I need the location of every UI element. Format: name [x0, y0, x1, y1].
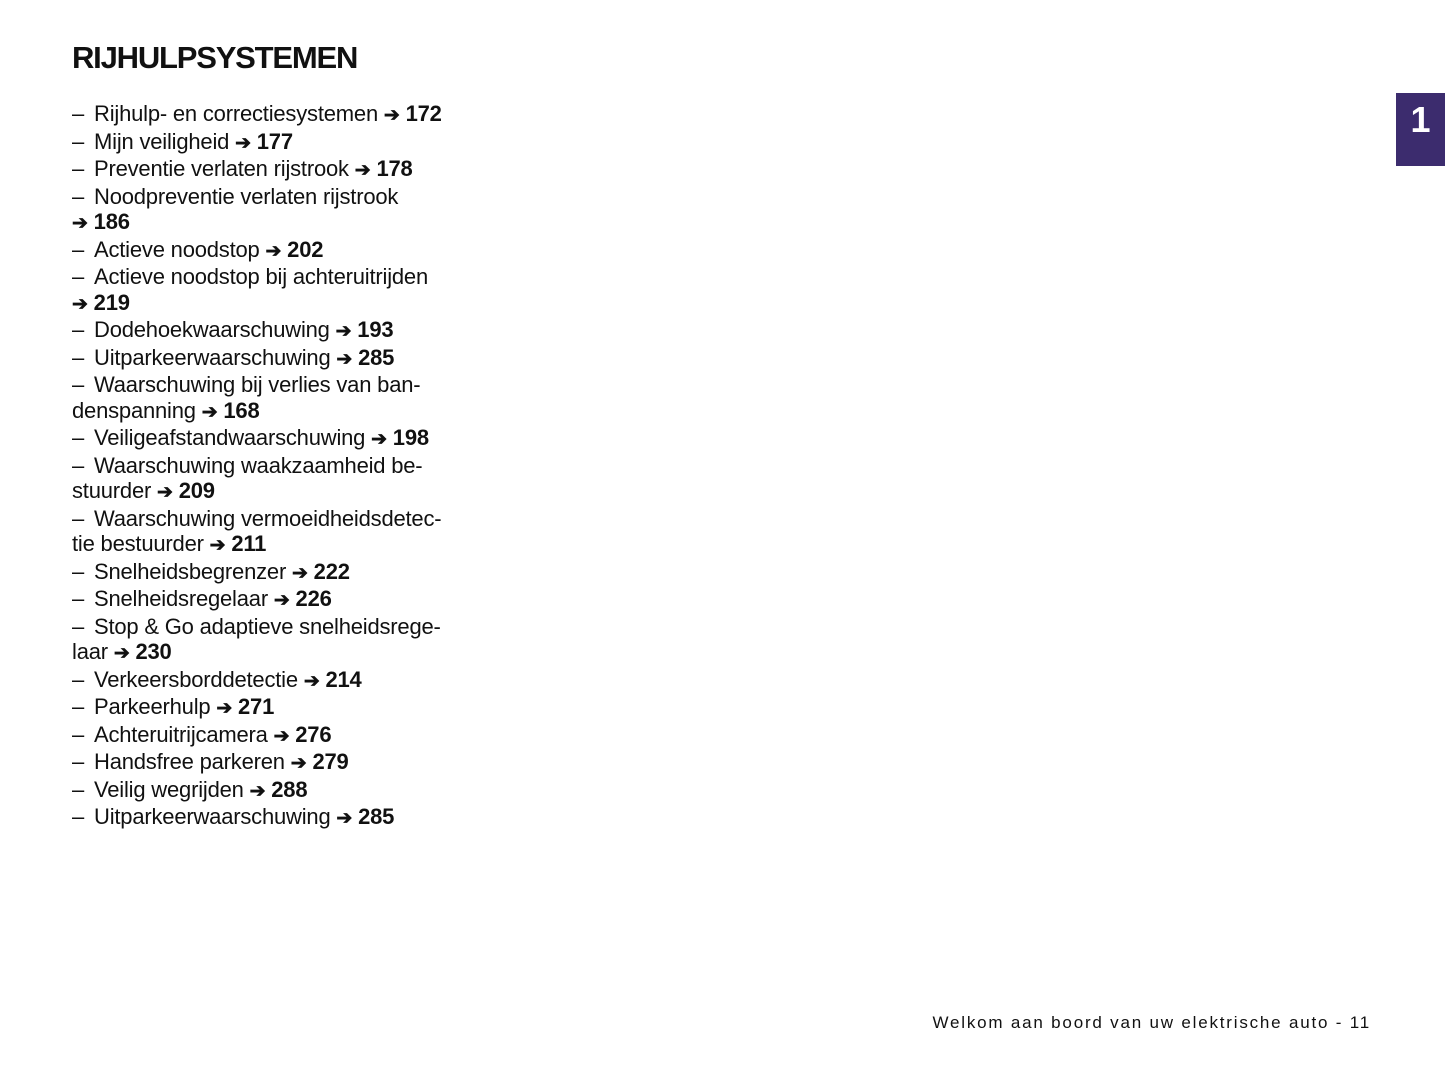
toc-item[interactable] [72, 722, 472, 750]
toc-item[interactable] [72, 777, 472, 805]
toc-item-label: Achteruitrijcamera [94, 721, 268, 747]
page-reference-link[interactable]: 230 [135, 639, 172, 664]
page-reference-link[interactable]: 271 [238, 694, 275, 719]
toc-item[interactable] [72, 184, 472, 237]
arrow-right-icon: ➔ [216, 698, 233, 719]
page-reference-link[interactable]: 219 [93, 289, 130, 315]
page-reference-link[interactable]: 178 [376, 156, 413, 181]
dash: – [72, 317, 85, 342]
toc-item-label: Snelheidsbegrenzer [94, 558, 287, 584]
toc-item-label: Preventie verlaten rijstrook [94, 156, 349, 181]
arrow-right-icon: ➔ [249, 780, 266, 802]
arrow-right-icon: ➔ [273, 590, 290, 611]
toc-item-label: Waarschuwing vermoeidheidsdetec- [94, 505, 442, 531]
toc-item[interactable] [72, 156, 472, 184]
page-reference-link[interactable]: 285 [358, 804, 395, 829]
toc-item-label: Snelheidsregelaar [94, 586, 268, 611]
toc-item-label: Veilig wegrijden [94, 776, 244, 802]
arrow-right-icon: ➔ [201, 401, 218, 423]
dash: – [72, 183, 85, 209]
dash: – [72, 236, 85, 262]
toc-item-label: Actieve noodstop [94, 236, 260, 262]
arrow-right-icon: ➔ [335, 321, 352, 342]
toc-item[interactable] [72, 372, 472, 425]
dash: – [72, 804, 85, 829]
arrow-right-icon: ➔ [303, 670, 320, 692]
toc-item-label: Verkeersborddetectie [94, 666, 298, 692]
toc-item-label: Waarschuwing bij verlies van ban- [94, 372, 421, 397]
page-reference-link[interactable]: 288 [271, 776, 308, 802]
arrow-right-icon: ➔ [336, 348, 353, 370]
toc-item[interactable] [72, 425, 472, 453]
toc-item-label: Mijn veiligheid [94, 128, 230, 154]
toc-item-label-continued: stuurder [72, 478, 152, 503]
arrow-right-icon: ➔ [354, 160, 371, 181]
arrow-right-icon: ➔ [336, 808, 353, 829]
toc-item-label: Uitparkeerwaarschuwing [94, 344, 331, 370]
toc-item-label: Handsfree parkeren [94, 749, 285, 774]
toc-item[interactable] [72, 749, 472, 777]
arrow-right-icon: ➔ [290, 753, 307, 774]
page-reference-link[interactable]: 214 [325, 666, 362, 692]
page-reference-link[interactable]: 202 [287, 236, 324, 262]
toc-item[interactable] [72, 559, 472, 587]
page-reference-link[interactable]: 177 [256, 128, 293, 154]
toc-item[interactable] [72, 804, 472, 832]
toc-item-label: Dodehoekwaarschuwing [94, 317, 330, 342]
toc-item[interactable] [72, 694, 472, 722]
page-reference-link[interactable]: 193 [357, 317, 394, 342]
dash: – [72, 344, 85, 370]
dash: – [72, 156, 85, 181]
page-reference-link[interactable]: 226 [295, 586, 332, 611]
toc-item[interactable] [72, 453, 472, 506]
toc-item[interactable] [72, 237, 472, 265]
toc-item-label: Waarschuwing waakzaamheid be- [94, 452, 423, 478]
toc-item-label: Veiligeafstandwaarschuwing [94, 425, 366, 450]
toc-item[interactable] [72, 586, 472, 614]
page-reference-link[interactable]: 186 [93, 209, 130, 234]
page-title: RIJHULPSYSTEMEN [72, 40, 358, 75]
toc-item[interactable] [72, 667, 472, 695]
toc-item-label: Rijhulp- en correctiesystemen [94, 101, 378, 126]
arrow-right-icon: ➔ [371, 429, 387, 450]
toc-item-label-continued: denspanning [72, 397, 196, 423]
dash: – [72, 425, 85, 450]
page-reference-link[interactable]: 168 [223, 397, 260, 423]
dash: – [72, 505, 85, 531]
arrow-right-icon: ➔ [235, 132, 251, 154]
toc-item-label: Uitparkeerwaarschuwing [94, 804, 331, 829]
toc-item[interactable] [72, 317, 472, 345]
toc-item[interactable] [72, 129, 472, 157]
dash: – [72, 586, 85, 611]
toc-item-label-continued: tie bestuurder [72, 531, 204, 556]
toc-item-label: Stop & Go adaptieve snelheidsrege- [94, 613, 441, 639]
page-reference-link[interactable]: 172 [405, 101, 442, 126]
page-reference-link[interactable]: 211 [231, 531, 267, 556]
dash: – [72, 666, 85, 692]
page-reference-link[interactable]: 222 [313, 558, 350, 584]
arrow-right-icon: ➔ [292, 562, 308, 584]
toc-item-label: Noodpreventie verlaten rijstrook [94, 183, 399, 209]
dash: – [72, 558, 85, 584]
page-reference-link[interactable]: 209 [178, 478, 215, 503]
dash: – [72, 721, 85, 747]
dash: – [72, 264, 85, 289]
chapter-tab[interactable]: 1 [1396, 93, 1445, 166]
dash: – [72, 452, 85, 478]
arrow-right-icon: ➔ [265, 240, 282, 262]
toc-item[interactable] [72, 506, 472, 559]
toc-item[interactable] [72, 345, 472, 373]
page-reference-link[interactable]: 285 [358, 344, 395, 370]
page-reference-link[interactable]: 279 [312, 749, 349, 774]
dash: – [72, 776, 85, 802]
arrow-right-icon: ➔ [273, 725, 290, 747]
arrow-right-icon: ➔ [72, 293, 88, 315]
toc-item[interactable] [72, 264, 472, 317]
toc-item[interactable] [72, 614, 472, 667]
arrow-right-icon: ➔ [157, 482, 173, 503]
page-reference-link[interactable]: 198 [392, 425, 429, 450]
dash: – [72, 101, 85, 126]
dash: – [72, 372, 85, 397]
toc-item-label-continued: laar [72, 639, 108, 664]
dash: – [72, 613, 85, 639]
arrow-right-icon: ➔ [113, 643, 130, 664]
arrow-right-icon: ➔ [72, 213, 88, 234]
dash: – [72, 694, 85, 719]
toc-item[interactable] [72, 101, 472, 129]
arrow-right-icon: ➔ [209, 535, 226, 556]
toc-item-label: Actieve noodstop bij achteruitrijden [94, 264, 429, 289]
dash: – [72, 749, 85, 774]
arrow-right-icon: ➔ [383, 105, 400, 126]
toc-item-label: Parkeerhulp [94, 694, 211, 719]
toc-list [72, 101, 472, 832]
dash: – [72, 128, 85, 154]
page-reference-link[interactable]: 276 [295, 721, 332, 747]
page-footer: Welkom aan boord van uw elektrische auto - 11 [932, 1013, 1371, 1032]
